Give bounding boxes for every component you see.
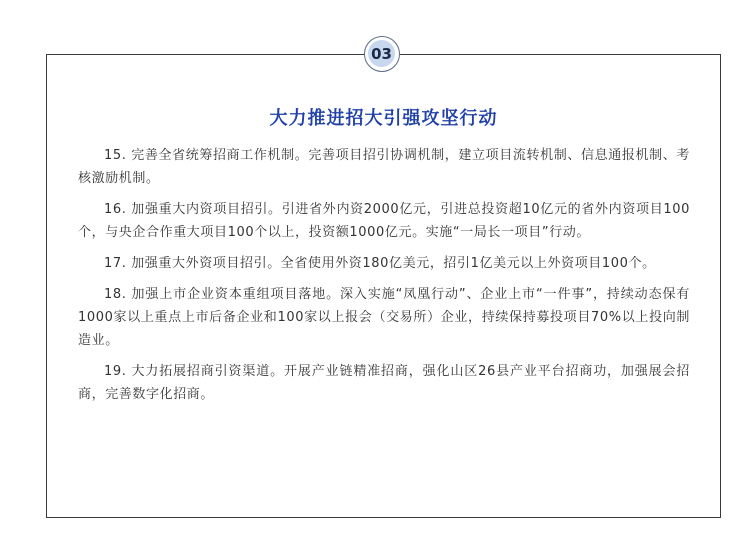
section-title: 大力推进招大引强攻坚行动 bbox=[269, 108, 498, 129]
paragraph-19: 19. 大力拓展招商引资渠道。开展产业链精准招商，强化山区26县产业平台招商功，加强展会招商，完善数字化招商。 bbox=[78, 364, 690, 402]
section-number: 03 bbox=[368, 40, 395, 67]
paragraph-17: 17. 加强重大外资项目招引。全省使用外资180亿美元，招引1亿美元以上外资项目100个。 bbox=[104, 256, 656, 271]
paragraph-18: 18. 加强上市企业资本重组项目落地。深入实施“凤凰行动”、企业上市“一件事”，持续动态保有1000家以上重点上市后备企业和100家以上报会（交易所）企业，持续保持募投项目70%以上投向制造业。 bbox=[78, 287, 690, 348]
paragraph-15: 15. 完善全省统筹招商工作机制。完善项目招引协调机制，建立项目流转机制、信息通报机制、考核激励机制。 bbox=[78, 148, 690, 186]
section-body bbox=[78, 144, 690, 414]
paragraph-16: 16. 加强重大内资项目招引。引进省外内资2000亿元，引进总投资超10亿元的省外内资项目100个，与央企合作重大项目100个以上，投资额1000亿元。实施“一局长一项目”行动。 bbox=[78, 202, 690, 240]
section-number-badge bbox=[364, 36, 400, 72]
